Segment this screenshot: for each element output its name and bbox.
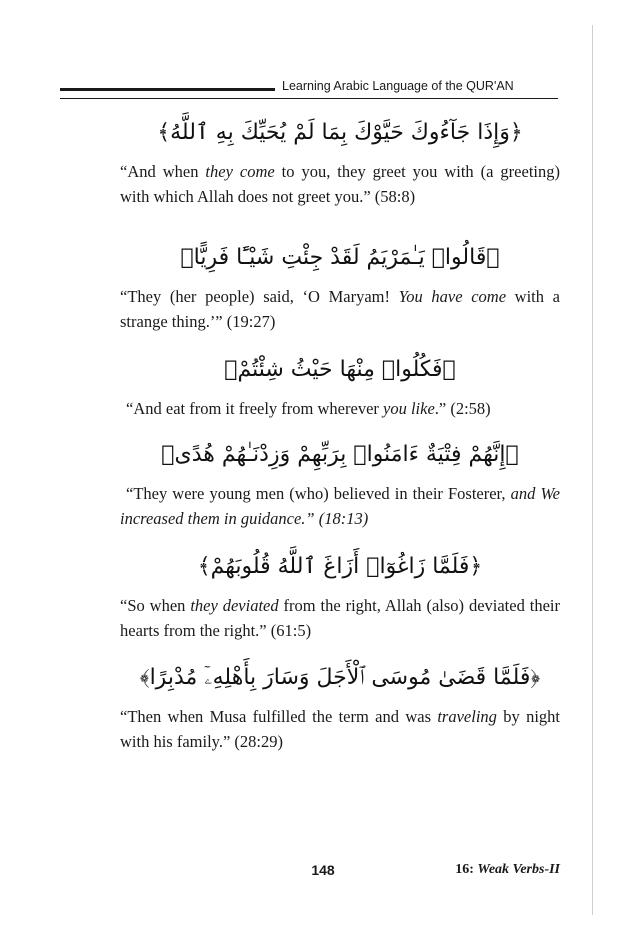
verse-translation — [120, 594, 560, 643]
verse-translation — [120, 482, 560, 531]
verse-translation — [120, 705, 560, 754]
chapter-title: Weak Verbs-II — [477, 862, 560, 877]
arabic-verse: ﴿إِنَّهُمْ فِتْيَةٌ ءَامَنُوا۟ بِرَبِّهِمْ وَزِدْنَـٰهُمْ هُدًى﴾ — [161, 442, 519, 467]
translation-segment-italic: traveling — [437, 707, 497, 726]
header-rule — [60, 88, 275, 91]
translation-segment: “Then when Musa fulfilled the term and was — [120, 707, 438, 726]
translation-segment: to you, they greet you with (a greeting) with which Allah does not greet you.” (58:8) — [120, 162, 560, 206]
verse-block-6 — [120, 663, 560, 754]
running-header-title: Learning Arabic Language of the QUR'AN — [282, 79, 514, 93]
translation-segment: “They were young men (who) believed in their Fosterer, — [126, 484, 511, 503]
translation-segment: “And eat from it freely from wherever — [126, 399, 384, 418]
verse-block-2 — [120, 243, 560, 334]
translation-segment: “They (her people) said, ‘O Maryam! — [120, 287, 399, 306]
page-number: 148 — [311, 862, 335, 878]
arabic-verse: ﴿فَكُلُوا۟ مِنْهَا حَيْثُ شِئْتُمْ﴾ — [224, 357, 456, 382]
translation-segment: .” (2:58) — [434, 399, 491, 418]
verse-block-4 — [120, 440, 560, 531]
translation-segment: from the right, Allah (also) deviated their hearts from the right.” (61:5) — [120, 596, 560, 640]
header-underline — [60, 98, 558, 99]
page-edge-line — [592, 25, 593, 915]
translation-segment-italic: they deviated — [190, 596, 279, 615]
translation-segment-italic: you like — [383, 399, 435, 418]
verse-translation — [120, 397, 560, 422]
arabic-verse: ﴿قَالُوا۟ يَـٰمَرْيَمُ لَقَدْ جِئْتِ شَيْـًٔا فَرِيًّا﴾ — [180, 245, 500, 270]
verse-translation — [120, 285, 560, 334]
chapter-footer — [400, 862, 560, 878]
verse-block-5 — [120, 552, 560, 643]
translation-segment: with a strange thing.’” (19:27) — [120, 287, 560, 331]
translation-segment-italic: and We increased them in guidance.” (18:13) — [120, 484, 560, 528]
translation-segment: “And when — [120, 162, 206, 181]
verse-translation — [120, 160, 560, 209]
chapter-number: 16: — [455, 862, 474, 877]
arabic-verse: ﴿فَلَمَّا زَاغُوٓا۟ أَزَاغَ ٱللَّهُ قُلُوبَهُمْ﴾ — [197, 554, 483, 579]
translation-segment-italic: You have come — [398, 287, 507, 306]
arabic-verse: ﴿وَإِذَا جَآءُوكَ حَيَّوْكَ بِمَا لَمْ يُحَيِّكَ بِهِ ٱللَّهُ﴾ — [157, 120, 523, 145]
translation-segment-italic: they come — [205, 162, 275, 181]
translation-segment: “So when — [120, 596, 191, 615]
translation-segment: by night with his family.” (28:29) — [120, 707, 560, 751]
arabic-verse: ﴿فَلَمَّا قَضَىٰ مُوسَى ٱلْأَجَلَ وَسَارَ بِأَهْلِهِۦٓ مُدْبِرًا﴾ — [139, 665, 541, 690]
verse-block-1 — [120, 118, 560, 209]
verse-block-3 — [120, 355, 560, 422]
